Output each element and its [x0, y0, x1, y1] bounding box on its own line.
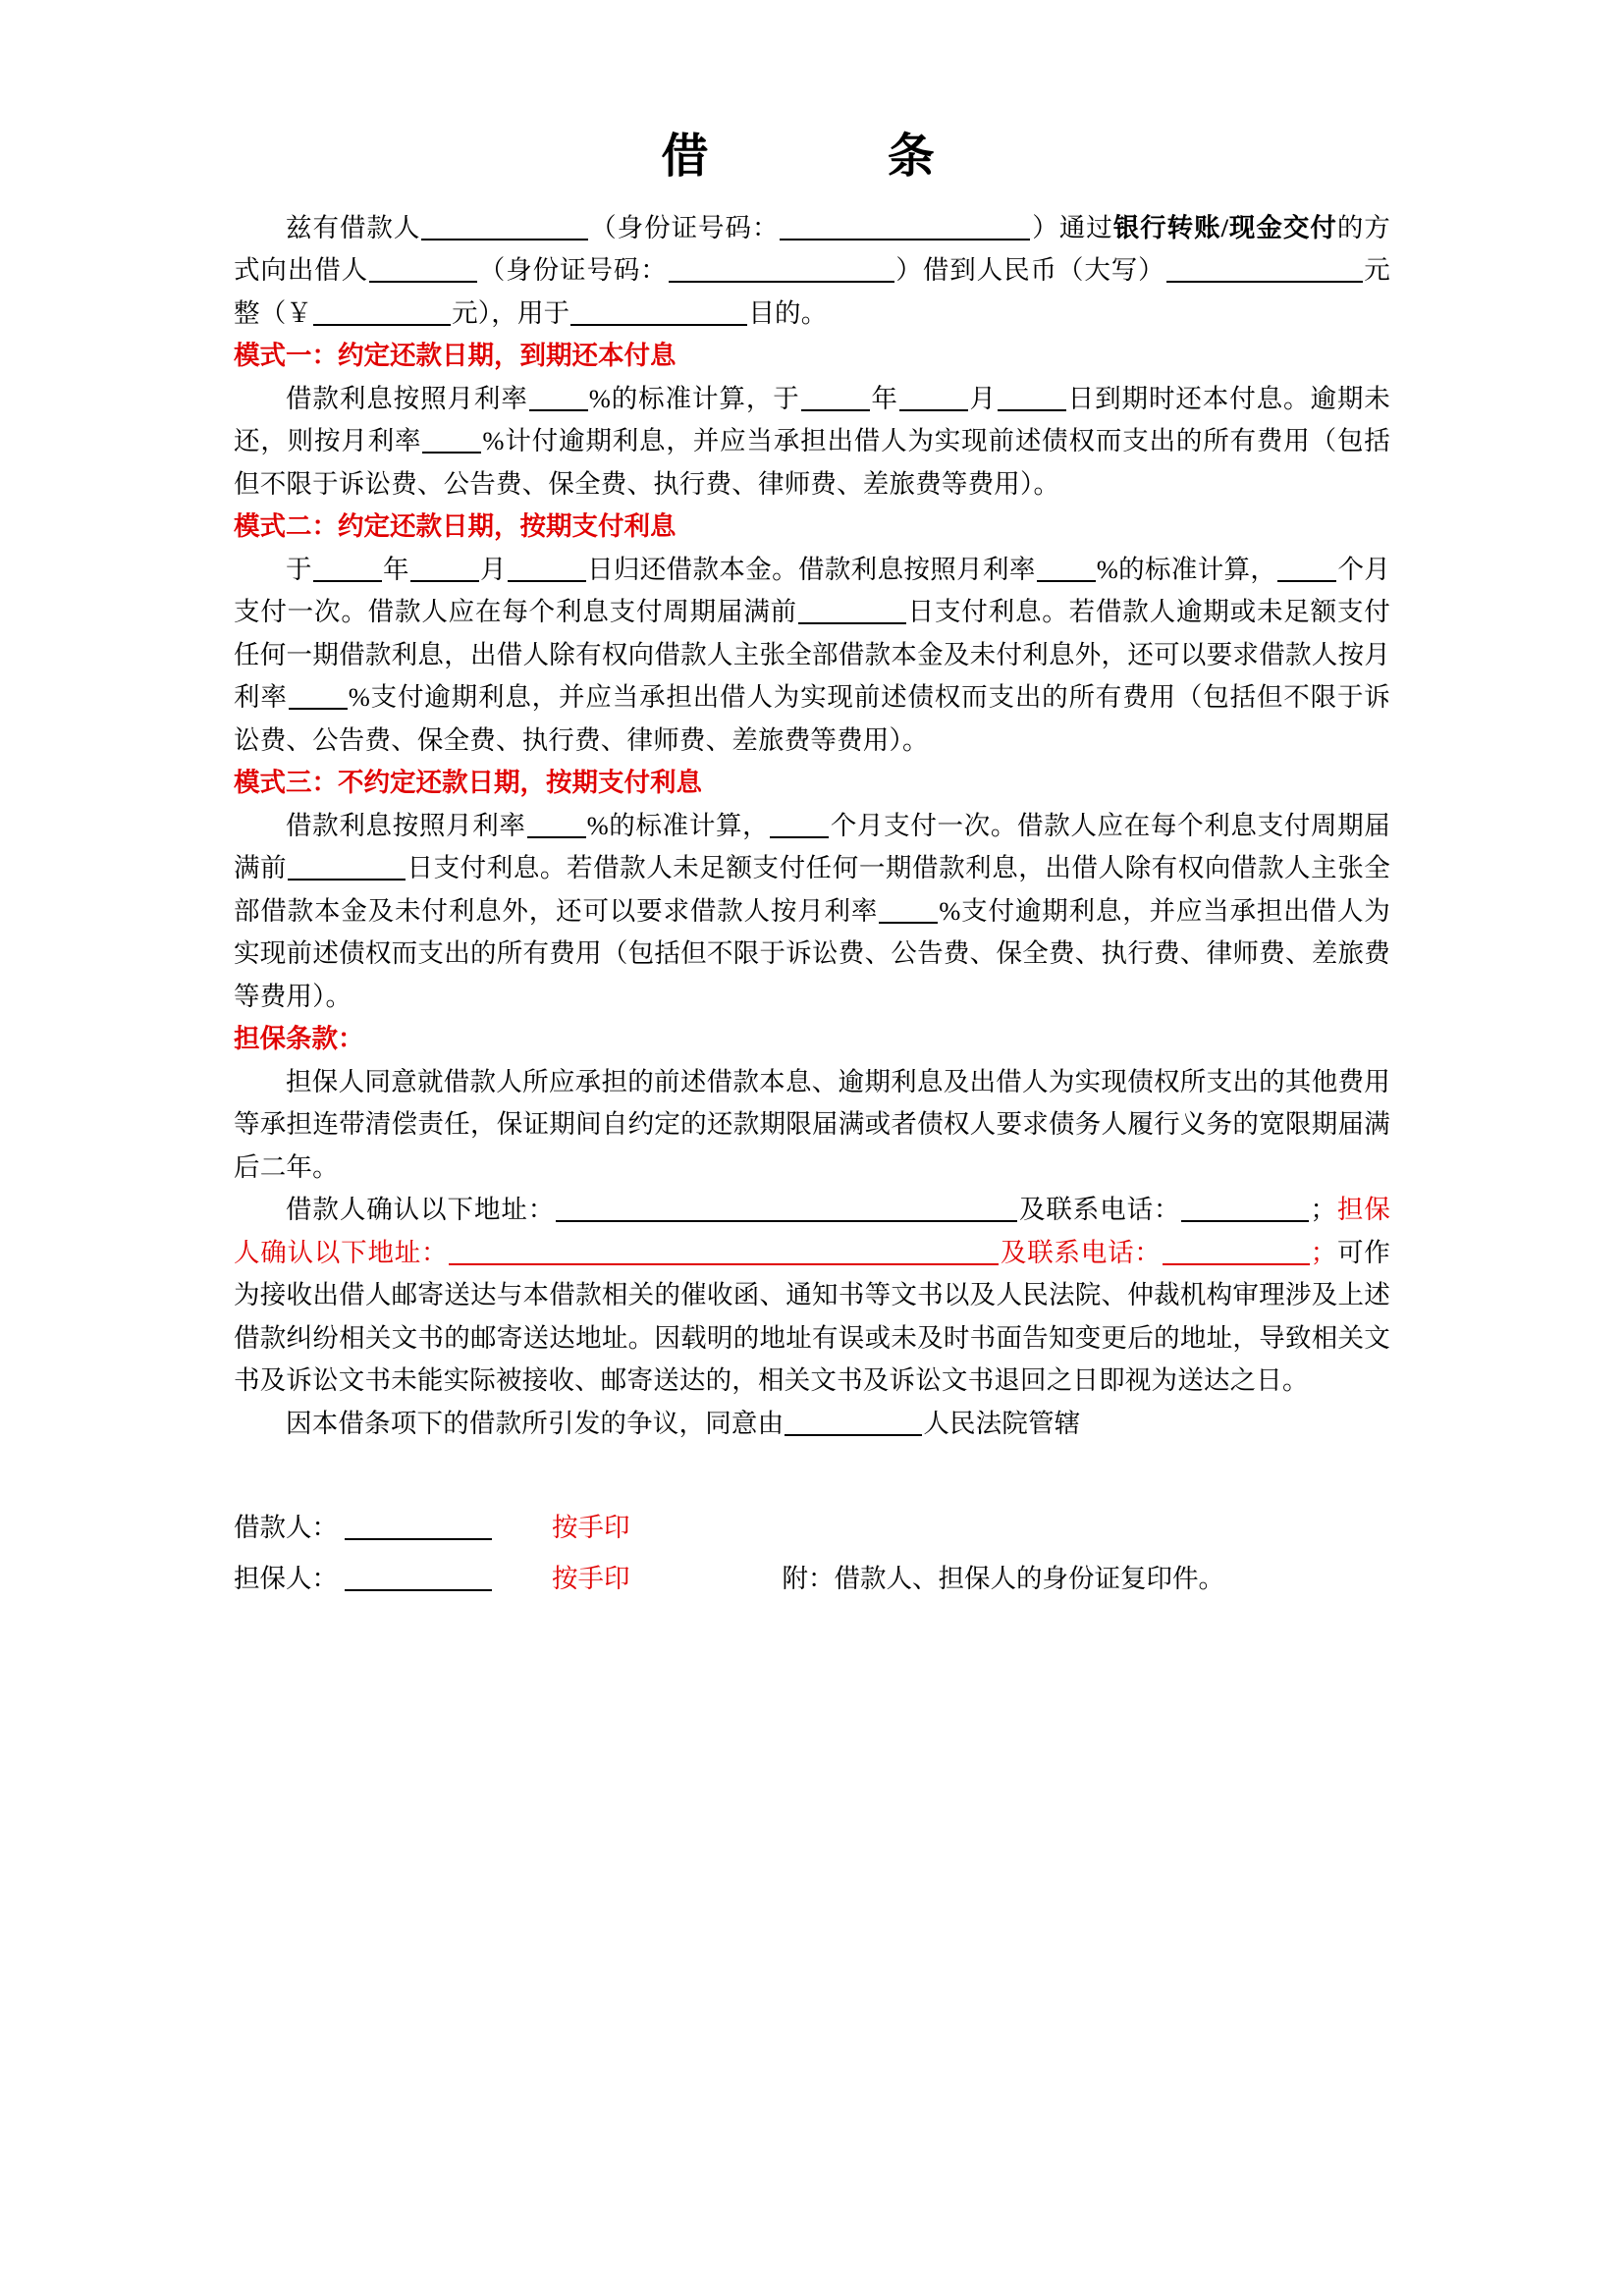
address-text-2: 及联系电话： [1018, 1195, 1181, 1225]
opening-text-10: 目的。 [748, 297, 828, 328]
address-text-6: ； [1310, 1237, 1337, 1267]
guarantor-signature-blank[interactable] [345, 1566, 492, 1591]
address-paragraph [234, 1189, 1390, 1403]
guarantor-address-label: 担保人确认以下地址： [234, 1195, 1391, 1267]
mode2-month-blank[interactable] [410, 557, 479, 582]
address-text-7: 可作为接收出借人邮寄送达与本借款相关的催收函、通知书等文书以及人民法院、仲裁机构审理涉及上述借款纠纷相关文书的邮寄送达地址。因载明的地址有误或未及时书面告知变更后的地址，导致相关文书及诉讼文书未能实际被接收、邮寄送达的，相关文书及诉讼文书退回之日即视为送达之日。 [234, 1237, 1390, 1396]
mode3-paragraph [234, 805, 1390, 1019]
mode2-text-7: 日支付利息。若借款人逾期或未足额支付任何一期借款利息，出借人除有权向借款人主张全部借款本金及未付利息外，还可以要求借款人按月利率 [234, 597, 1390, 713]
mode1-month-blank[interactable] [899, 386, 968, 411]
opening-text-5: 的方式向出借人 [234, 212, 1391, 286]
opening-text-2: （身份证号码： [589, 212, 780, 242]
address-text-1: 借款人确认以下地址： [286, 1195, 556, 1225]
mode1-text-3: 年 [870, 383, 898, 413]
jurisdiction-text-1: 因本借条项下的借款所引发的争议，同意由 [286, 1408, 785, 1438]
signature-block [234, 1502, 1390, 1604]
mode1-year-blank[interactable] [801, 386, 870, 411]
mode1-text-6: %计付逾期利息，并应当承担出借人为实现前述债权而支出的所有费用（包括但不限于诉讼费、公告费、保全费、执行费、律师费、差旅费等费用）。 [234, 426, 1390, 499]
payment-method-bold: 银行转账/现金交付 [1112, 212, 1337, 242]
mode3-text-5: %支付逾期利息，并应当承担出借人为实现前述债权而支出的所有费用（包括但不限于诉讼费、公告费、保全费、执行费、律师费、差旅费等费用）。 [234, 895, 1390, 1011]
opening-text-7: ）借到人民币（大写） [894, 255, 1165, 286]
mode2-overdue-rate-blank[interactable] [289, 684, 348, 710]
address-text-3: ； [1310, 1195, 1337, 1225]
mode2-text-1: 于 [286, 554, 312, 584]
mode1-day-blank[interactable] [998, 386, 1066, 411]
mode1-heading: 模式一：约定还款日期，到期还本付息 [234, 341, 677, 371]
mode2-period-blank[interactable] [1277, 557, 1336, 582]
lender-name-blank[interactable] [369, 257, 477, 283]
mode2-text-3: 月 [479, 554, 507, 584]
jurisdiction-text-2: 人民法院管辖 [923, 1408, 1081, 1438]
mode1-text-1: 借款利息按照月利率 [286, 383, 528, 413]
mode2-day-blank[interactable] [508, 557, 586, 582]
guarantee-heading: 担保条款： [234, 1024, 364, 1054]
mode2-text-5: %的标准计算， [1096, 554, 1277, 584]
mode3-heading: 模式三：不约定还款日期，按期支付利息 [234, 768, 702, 798]
mode1-rate-blank[interactable] [529, 386, 588, 411]
mode2-paragraph [234, 549, 1390, 763]
borrower-signature-label: 借款人： [234, 1513, 338, 1543]
borrower-fingerprint-note: 按手印 [552, 1513, 630, 1543]
borrower-name-blank[interactable] [421, 215, 588, 240]
mode1-text-2: %的标准计算，于 [588, 383, 800, 413]
mode1-text-5: 日到期时还本付息。逾期未还，则按月利率 [234, 383, 1390, 456]
opening-text-6: （身份证号码： [478, 255, 668, 286]
mode3-period-blank[interactable] [770, 813, 829, 838]
amount-words-blank[interactable] [1166, 257, 1363, 283]
opening-text-9: 元），用于 [452, 297, 570, 328]
guarantee-paragraph: 担保人同意就借款人所应承担的前述借款本息、逾期利息及出借人为实现债权所支出的其他费用等承担连带清偿责任，保证期间自约定的还款期限届满或者债权人要求债务人履行义务的宽限期届满后二年。 [234, 1066, 1390, 1182]
borrower-id-blank[interactable] [780, 215, 1030, 240]
mode2-year-blank[interactable] [313, 557, 382, 582]
guarantor-signature-row [234, 1553, 1390, 1604]
guarantor-fingerprint-note: 按手印 [552, 1564, 630, 1594]
opening-text-8: 元整（￥ [234, 255, 1390, 328]
mode2-text-6: 个月支付一次。借款人应在每个利息支付周期届满前 [234, 554, 1390, 627]
opening-paragraph [234, 207, 1390, 336]
borrower-signature-blank[interactable] [345, 1515, 492, 1540]
mode2-heading: 模式二：约定还款日期，按期支付利息 [234, 511, 677, 542]
guarantor-address-blank[interactable] [449, 1240, 999, 1265]
mode1-text-4: 月 [968, 383, 997, 413]
guarantor-phone-label: 及联系电话： [1000, 1237, 1162, 1267]
purpose-blank[interactable] [570, 300, 747, 326]
mode1-paragraph [234, 378, 1390, 507]
borrower-phone-blank[interactable] [1181, 1197, 1309, 1222]
amount-figures-blank[interactable] [313, 300, 451, 326]
jurisdiction-paragraph [234, 1403, 1390, 1446]
mode3-text-3: 个月支付一次。借款人应在每个利息支付周期届满前 [234, 810, 1390, 883]
mode3-text-4: 日支付利息。若借款人未足额支付任何一期借款利息，出借人除有权向借款人主张全部借款本金及未付利息外，还可以要求借款人按月利率 [234, 853, 1390, 926]
page-title: 借 条 [661, 131, 963, 183]
attachment-note: 附：借款人、担保人的身份证复印件。 [782, 1564, 1224, 1594]
guarantor-signature-label: 担保人： [234, 1564, 338, 1594]
court-blank[interactable] [785, 1411, 922, 1436]
mode3-text-2: %的标准计算， [586, 810, 770, 840]
mode2-text-4: 日归还借款本金。借款利息按照月利率 [586, 554, 1036, 584]
mode2-text-2: 年 [382, 554, 409, 584]
mode3-text-1: 借款利息按照月利率 [286, 810, 526, 840]
borrower-signature-row [234, 1502, 1390, 1553]
mode3-paydate-blank[interactable] [288, 855, 406, 881]
mode2-rate-blank[interactable] [1037, 557, 1096, 582]
guarantor-phone-blank[interactable] [1163, 1240, 1310, 1265]
opening-text-3: ）通过 [1031, 212, 1113, 242]
opening-text-1: 兹有借款人 [286, 212, 421, 242]
mode2-paydate-blank[interactable] [798, 599, 906, 624]
mode3-rate-blank[interactable] [527, 813, 586, 838]
lender-id-blank[interactable] [669, 257, 894, 283]
mode3-overdue-rate-blank[interactable] [879, 898, 938, 924]
borrower-address-blank[interactable] [556, 1197, 1017, 1222]
mode2-text-8: %支付逾期利息，并应当承担出借人为实现前述债权而支出的所有费用（包括但不限于诉讼费、公告费、保全费、执行费、律师费、差旅费等费用）。 [234, 682, 1390, 755]
mode1-overdue-rate-blank[interactable] [422, 428, 481, 454]
